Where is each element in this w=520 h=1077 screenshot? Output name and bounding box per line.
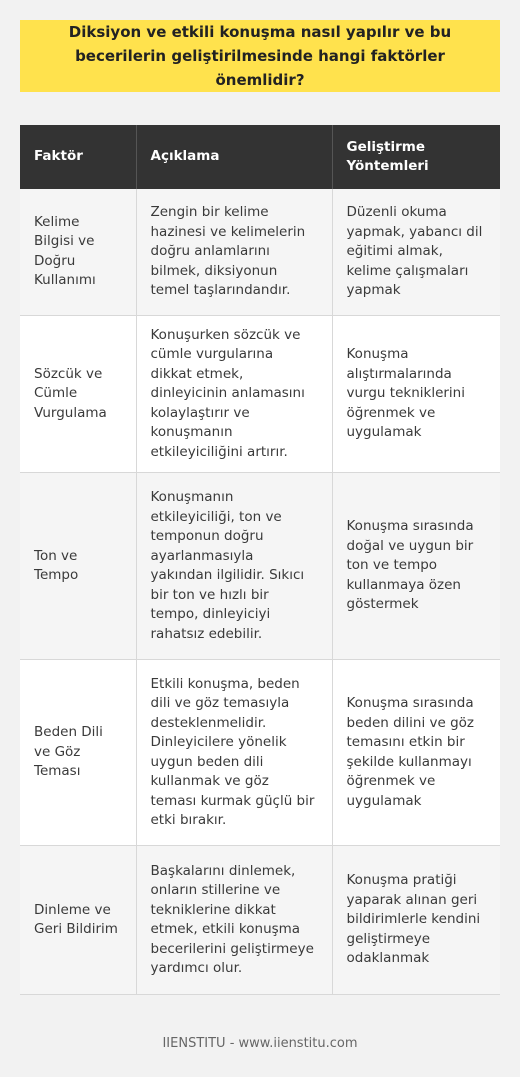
title-banner bbox=[20, 20, 500, 92]
cell-methods: Konuşma alıştırmalarında vurgu tekniklerini öğrenmek ve uygulamak bbox=[332, 315, 500, 473]
header-factor: Faktör bbox=[20, 125, 136, 189]
cell-description: Başkalarını dinlemek, onların stillerine ve tekniklerine dikkat etmek, etkili konuşma becerilerini geliştirmeye yardımcı olur. bbox=[136, 846, 332, 995]
cell-description: Konuşurken sözcük ve cümle vurgularına dikkat etmek, dinleyicinin anlamasını kolaylaştırır ve konuşmanın etkileyiciliğini artırır. bbox=[136, 315, 332, 473]
header-methods: Geliştirme Yöntemleri bbox=[332, 125, 500, 189]
table-row bbox=[20, 189, 500, 315]
cell-factor: Beden Dili ve Göz Teması bbox=[20, 660, 136, 846]
table-header-row bbox=[20, 125, 500, 189]
cell-description: Konuşmanın etkileyiciliği, ton ve temponun doğru ayarlanmasıyla yakından ilgilidir. Sıkıcı bir ton ve hızlı bir tempo, dinleyiciyi rahatsız edebilir. bbox=[136, 473, 332, 660]
table-row bbox=[20, 846, 500, 995]
table-row bbox=[20, 315, 500, 473]
cell-factor: Dinleme ve Geri Bildirim bbox=[20, 846, 136, 995]
cell-methods: Konuşma sırasında beden dilini ve göz temasını etkin bir şekilde kullanmayı öğrenmek ve uygulamak bbox=[332, 660, 500, 846]
cell-methods: Konuşma sırasında doğal ve uygun bir ton ve tempo kullanmaya özen göstermek bbox=[332, 473, 500, 660]
cell-methods: Düzenli okuma yapmak, yabancı dil eğitimi almak, kelime çalışmaları yapmak bbox=[332, 189, 500, 315]
table-row bbox=[20, 473, 500, 660]
header-description: Açıklama bbox=[136, 125, 332, 189]
cell-factor: Sözcük ve Cümle Vurgulama bbox=[20, 315, 136, 473]
footer-credit: IIENSTITU - www.iienstitu.com bbox=[162, 1036, 358, 1051]
page-title: Diksiyon ve etkili konuşma nasıl yapılır ve bu becerilerin geliştirilmesinde hangi faktörler önemlidir? bbox=[68, 23, 452, 89]
cell-description: Zengin bir kelime hazinesi ve kelimelerin doğru anlamlarını bilmek, diksiyonun temel taşlarındandır. bbox=[136, 189, 332, 315]
cell-factor: Kelime Bilgisi ve Doğru Kullanımı bbox=[20, 189, 136, 315]
table-row bbox=[20, 660, 500, 846]
cell-methods: Konuşma pratiği yaparak alınan geri bildirimlerle kendini geliştirmeye odaklanmak bbox=[332, 846, 500, 995]
cell-factor: Ton ve Tempo bbox=[20, 473, 136, 660]
cell-description: Etkili konuşma, beden dili ve göz temasıyla desteklenmelidir. Dinleyicilere yönelik uygun beden dili kullanmak ve göz teması kurmak güçlü bir etki bırakır. bbox=[136, 660, 332, 846]
factors-table bbox=[20, 125, 500, 995]
